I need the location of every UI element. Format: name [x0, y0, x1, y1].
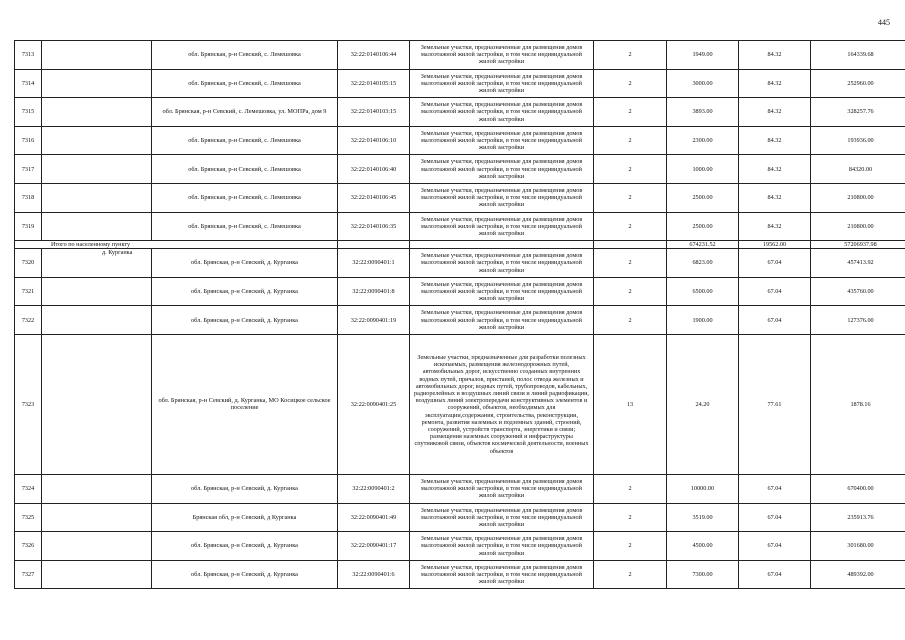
- address-cell: обл. Брянская, р-н Севский, д. Курганка: [152, 560, 338, 589]
- empty-cell: [42, 155, 152, 184]
- row-number-cell: 7316: [15, 126, 42, 155]
- cadastral-value-cell: 84320.00: [811, 155, 905, 184]
- cadastral-value-cell: 210800.00: [811, 212, 905, 241]
- cadastral-number-cell: 32:22:0140105:15: [338, 69, 410, 98]
- land-use-description-cell: Земельные участки, предназначенные для размещения домов малоэтажной жилой застройки, в том числе индивидуальной жилой застройки: [410, 212, 594, 241]
- category-code-cell: 2: [594, 277, 667, 306]
- specific-value-cell: 84.32: [739, 126, 811, 155]
- area-cell: 2500.00: [667, 212, 739, 241]
- table-row: [15, 334, 905, 474]
- page-number: 445: [878, 18, 890, 27]
- specific-value-cell: 67.04: [739, 560, 811, 589]
- land-use-description-cell: Земельные участки, предназначенные для размещения домов малоэтажной жилой застройки, в том числе индивидуальной жилой застройки: [410, 126, 594, 155]
- cadastral-value-cell: 164339.68: [811, 41, 905, 70]
- category-code-cell: 2: [594, 69, 667, 98]
- row-number-cell: 7321: [15, 277, 42, 306]
- empty-cell: [42, 69, 152, 98]
- empty-cell: [594, 241, 667, 249]
- empty-cell: [42, 503, 152, 532]
- specific-value-cell: 84.32: [739, 69, 811, 98]
- table-row: [15, 474, 905, 503]
- empty-cell: [42, 560, 152, 589]
- address-cell: обл. Брянская, р-н Севский, д. Курганка: [152, 277, 338, 306]
- specific-value-cell: 67.04: [739, 277, 811, 306]
- cadastral-value-cell: 193936.00: [811, 126, 905, 155]
- row-number-cell: 7325: [15, 503, 42, 532]
- total-area-cell: 674231.52: [667, 241, 739, 249]
- land-use-description-cell: Земельные участки, предназначенные для размещения домов малоэтажной жилой застройки, в том числе индивидуальной жилой застройки: [410, 183, 594, 212]
- table-row: [15, 183, 905, 212]
- row-number-cell: 7318: [15, 183, 42, 212]
- area-cell: 6500.00: [667, 277, 739, 306]
- specific-value-cell: 84.32: [739, 212, 811, 241]
- address-cell: обл. Брянская, р-н Севский, д. Курганка, МО Косицкое сельское поселение: [152, 334, 338, 474]
- specific-value-cell: 84.32: [739, 183, 811, 212]
- table-row: [15, 41, 905, 70]
- table-row: [15, 98, 905, 127]
- address-cell: обл. Брянская, р-н Севский, с. Лемешовка: [152, 126, 338, 155]
- empty-cell: [42, 334, 152, 474]
- cadastral-value-cell: 489392.00: [811, 560, 905, 589]
- table-row: [15, 249, 905, 278]
- empty-cell: [42, 474, 152, 503]
- cadastral-value-cell: 435760.00: [811, 277, 905, 306]
- land-use-description-cell: Земельные участки, предназначенные для размещения домов малоэтажной жилой застройки, в том числе индивидуальной жилой застройки: [410, 249, 594, 278]
- specific-value-cell: 84.32: [739, 41, 811, 70]
- cadastral-value-cell: 1878.16: [811, 334, 905, 474]
- cadastral-value-cell: 670400.00: [811, 474, 905, 503]
- address-cell: обл. Брянская, р-н Севский, д. Курганка: [152, 249, 338, 278]
- specific-value-cell: 77.61: [739, 334, 811, 474]
- category-code-cell: 2: [594, 249, 667, 278]
- category-code-cell: 2: [594, 560, 667, 589]
- address-cell: обл. Брянская, р-н Севский, с. Лемешовка, ул. МОПРа, дом 9: [152, 98, 338, 127]
- empty-cell: [42, 183, 152, 212]
- land-registry-table: [14, 40, 905, 589]
- cadastral-number-cell: 32:22:0090401:19: [338, 306, 410, 335]
- cadastral-number-cell: 32:22:0090401:2: [338, 474, 410, 503]
- area-cell: 3893.00: [667, 98, 739, 127]
- empty-cell: [338, 241, 410, 249]
- area-cell: 1000.00: [667, 155, 739, 184]
- address-cell: Брянская обл, р-н Севский, д Курганка: [152, 503, 338, 532]
- cadastral-number-cell: 32:22:0090401:6: [338, 560, 410, 589]
- cadastral-number-cell: 32:22:0140106:45: [338, 183, 410, 212]
- address-cell: обл. Брянская, р-н Севский, с. Лемешовка: [152, 69, 338, 98]
- address-cell: обл. Брянская, р-н Севский, с. Лемешовка: [152, 183, 338, 212]
- specific-value-cell: 67.04: [739, 503, 811, 532]
- empty-cell: [42, 306, 152, 335]
- total-value-cell: 57206937.98: [811, 241, 905, 249]
- land-use-description-cell: Земельные участки, предназначенные для разработки полезных ископаемых, размещения железнодорожных путей, автомобильных дорог, искусственно созданных внутренних водных путей, причалов, пристаней, полос отвода железных и автомобильных дорог, водных путей, трубопроводов, кабельных, радиорелейных и воздушных линий связи и линий радиофикации, воздушных линий электропередачи конструктивных элементов и сооружений, объектов, необходимых для эксплуатации,содержания, строительства, реконструкции, ремонта, развития наземных и подземных зданий, строений, сооружений, устройств транспорта, энергетики и связи; размещения наземных сооружений и инфраструктуры спутниковой связи, объектов космической деятельности, военных объектов: [410, 334, 594, 474]
- empty-cell: [410, 241, 594, 249]
- cadastral-number-cell: 32:22:0090401:49: [338, 503, 410, 532]
- row-number-cell: 7322: [15, 306, 42, 335]
- specific-value-cell: 67.04: [739, 532, 811, 561]
- category-code-cell: 13: [594, 334, 667, 474]
- address-cell: обл. Брянская, р-н Севский, д. Курганка: [152, 532, 338, 561]
- category-code-cell: 2: [594, 474, 667, 503]
- table-body: [15, 41, 905, 589]
- row-number-cell: 7323: [15, 334, 42, 474]
- cadastral-value-cell: 127376.00: [811, 306, 905, 335]
- row-number-cell: 7313: [15, 41, 42, 70]
- cadastral-value-cell: 252960.00: [811, 69, 905, 98]
- land-use-description-cell: Земельные участки, предназначенные для размещения домов малоэтажной жилой застройки, в том числе индивидуальной жилой застройки: [410, 98, 594, 127]
- row-number-cell: 7324: [15, 474, 42, 503]
- table-row: [15, 306, 905, 335]
- empty-cell: [42, 532, 152, 561]
- category-code-cell: 2: [594, 155, 667, 184]
- cadastral-number-cell: 32:22:0140106:40: [338, 155, 410, 184]
- address-cell: обл. Брянская, р-н Севский, д. Курганка: [152, 474, 338, 503]
- cadastral-value-cell: 457413.92: [811, 249, 905, 278]
- area-cell: 7300.00: [667, 560, 739, 589]
- category-code-cell: 2: [594, 503, 667, 532]
- cadastral-value-cell: 210800.00: [811, 183, 905, 212]
- land-use-description-cell: Земельные участки, предназначенные для размещения домов малоэтажной жилой застройки, в том числе индивидуальной жилой застройки: [410, 532, 594, 561]
- empty-cell: [42, 98, 152, 127]
- category-code-cell: 2: [594, 126, 667, 155]
- specific-value-cell: 67.04: [739, 306, 811, 335]
- cadastral-value-cell: 301680.00: [811, 532, 905, 561]
- cadastral-number-cell: 32:22:0140106:35: [338, 212, 410, 241]
- table-row: [15, 126, 905, 155]
- row-number-cell: 7315: [15, 98, 42, 127]
- table-row: [15, 212, 905, 241]
- total-label-cell: Итого по населенному пункту: [15, 241, 338, 249]
- cadastral-value-cell: 328257.76: [811, 98, 905, 127]
- address-cell: обл. Брянская, р-н Севский, с. Лемешовка: [152, 155, 338, 184]
- specific-value-cell: 84.32: [739, 98, 811, 127]
- area-cell: 4500.00: [667, 532, 739, 561]
- row-number-cell: 7327: [15, 560, 42, 589]
- settlement-name-cell: д. Курганка: [42, 249, 152, 278]
- area-cell: 10000.00: [667, 474, 739, 503]
- row-number-cell: 7317: [15, 155, 42, 184]
- specific-value-cell: 84.32: [739, 155, 811, 184]
- row-number-cell: 7314: [15, 69, 42, 98]
- category-code-cell: 2: [594, 306, 667, 335]
- cadastral-number-cell: 32:22:0140106:44: [338, 41, 410, 70]
- land-use-description-cell: Земельные участки, предназначенные для размещения домов малоэтажной жилой застройки, в том числе индивидуальной жилой застройки: [410, 474, 594, 503]
- total-rate-cell: 19562.00: [739, 241, 811, 249]
- address-cell: обл. Брянская, р-н Севский, с. Лемешовка: [152, 41, 338, 70]
- land-use-description-cell: Земельные участки, предназначенные для размещения домов малоэтажной жилой застройки, в том числе индивидуальной жилой застройки: [410, 560, 594, 589]
- area-cell: 6823.00: [667, 249, 739, 278]
- land-use-description-cell: Земельные участки, предназначенные для размещения домов малоэтажной жилой застройки, в том числе индивидуальной жилой застройки: [410, 155, 594, 184]
- area-cell: 1900.00: [667, 306, 739, 335]
- specific-value-cell: 67.04: [739, 249, 811, 278]
- cadastral-number-cell: 32:22:0140106:10: [338, 126, 410, 155]
- land-use-description-cell: Земельные участки, предназначенные для размещения домов малоэтажной жилой застройки, в том числе индивидуальной жилой застройки: [410, 503, 594, 532]
- category-code-cell: 2: [594, 183, 667, 212]
- table-row: [15, 532, 905, 561]
- category-code-cell: 2: [594, 532, 667, 561]
- cadastral-number-cell: 32:22:0090401:17: [338, 532, 410, 561]
- empty-cell: [42, 212, 152, 241]
- settlement-total-row: [15, 241, 905, 249]
- area-cell: 2300.00: [667, 126, 739, 155]
- row-number-cell: 7319: [15, 212, 42, 241]
- row-number-cell: 7320: [15, 249, 42, 278]
- land-use-description-cell: Земельные участки, предназначенные для размещения домов малоэтажной жилой застройки, в том числе индивидуальной жилой застройки: [410, 306, 594, 335]
- category-code-cell: 2: [594, 212, 667, 241]
- area-cell: 3519.00: [667, 503, 739, 532]
- land-use-description-cell: Земельные участки, предназначенные для размещения домов малоэтажной жилой застройки, в том числе индивидуальной жилой застройки: [410, 277, 594, 306]
- empty-cell: [42, 41, 152, 70]
- table-row: [15, 277, 905, 306]
- category-code-cell: 2: [594, 98, 667, 127]
- cadastral-value-cell: 235913.76: [811, 503, 905, 532]
- area-cell: 24.20: [667, 334, 739, 474]
- empty-cell: [42, 126, 152, 155]
- address-cell: обл. Брянская, р-н Севский, с. Лемешовка: [152, 212, 338, 241]
- cadastral-number-cell: 32:22:0090401:1: [338, 249, 410, 278]
- area-cell: 3000.00: [667, 69, 739, 98]
- category-code-cell: 2: [594, 41, 667, 70]
- cadastral-number-cell: 32:22:0090401:25: [338, 334, 410, 474]
- cadastral-number-cell: 32:22:0140103:15: [338, 98, 410, 127]
- table-row: [15, 155, 905, 184]
- empty-cell: [42, 277, 152, 306]
- table-row: [15, 560, 905, 589]
- specific-value-cell: 67.04: [739, 474, 811, 503]
- area-cell: 1949.00: [667, 41, 739, 70]
- address-cell: обл. Брянская, р-н Севский, д. Курганка: [152, 306, 338, 335]
- table-row: [15, 503, 905, 532]
- table-row: [15, 69, 905, 98]
- land-use-description-cell: Земельные участки, предназначенные для размещения домов малоэтажной жилой застройки, в том числе индивидуальной жилой застройки: [410, 69, 594, 98]
- row-number-cell: 7326: [15, 532, 42, 561]
- cadastral-number-cell: 32:22:0090401:8: [338, 277, 410, 306]
- land-use-description-cell: Земельные участки, предназначенные для размещения домов малоэтажной жилой застройки, в том числе индивидуальной жилой застройки: [410, 41, 594, 70]
- area-cell: 2500.00: [667, 183, 739, 212]
